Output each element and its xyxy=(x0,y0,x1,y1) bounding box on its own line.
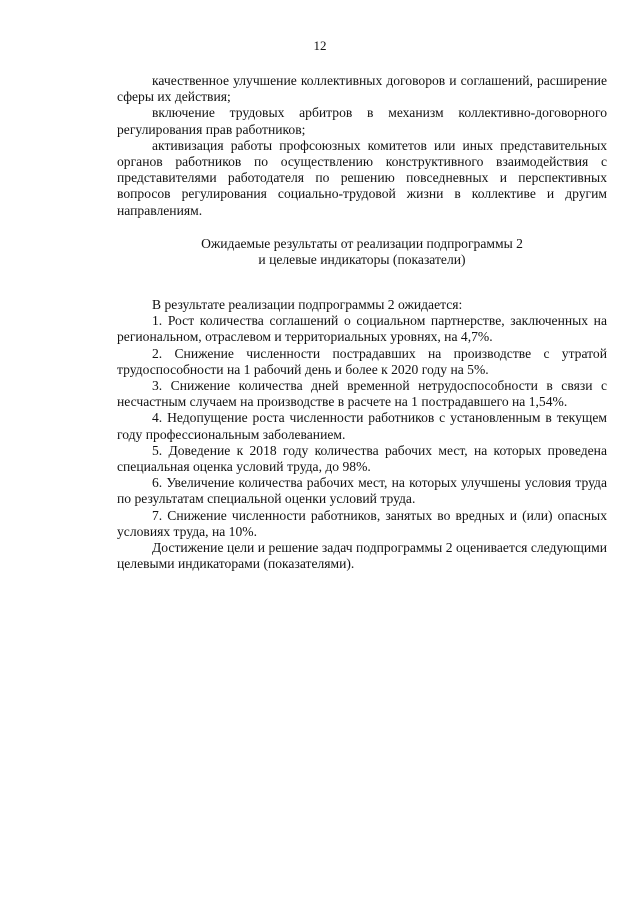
result-item: 6. Увеличение количества рабочих мест, на которых улучшены условия труда по результатам специальной оценки условий труда. xyxy=(117,475,607,507)
result-item: 7. Снижение численности работников, занятых во вредных и (или) опасных условиях труда, на 10%. xyxy=(117,507,607,539)
result-item: 2. Снижение численности пострадавших на производстве с утратой трудоспособности на 1 рабочий день и более к 2020 году на 5%. xyxy=(117,345,607,377)
result-item: 5. Доведение к 2018 году количества рабочих мест, на которых проведена специальная оценка условий труда, до 98%. xyxy=(117,442,607,475)
measures-list xyxy=(117,73,607,219)
paragraph: включение трудовых арбитров в механизм коллективно-договорного регулирования прав работников; xyxy=(117,105,607,137)
expected-results xyxy=(117,297,607,572)
section-heading-line: и целевые индикаторы (показатели) xyxy=(258,252,466,268)
result-item: 3. Снижение количества дней временной нетрудоспособности в связи с несчастным случаем на производстве в расчете на 1 пострадавшего на 1,54%. xyxy=(117,378,607,410)
result-item: 4. Недопущение роста численности работников с установленным в текущем году профессиональным заболеванием. xyxy=(117,410,607,442)
paragraph: качественное улучшение коллективных договоров и соглашений, расширение сферы их действия; xyxy=(117,73,607,105)
section-heading xyxy=(117,236,607,268)
paragraph: активизация работы профсоюзных комитетов или иных представительных органов работников по осуществлению конструктивного взаимодействия с представителями работодателя по решению повседневных и перспективных вопросов регулирования социально-трудовой жизни в коллективе и другим направлениям. xyxy=(117,137,607,218)
result-item: 1. Рост количества соглашений о социальном партнерстве, заключенных на региональном, отраслевом и территориальных уровнях, на 4,7%. xyxy=(117,313,607,345)
page-number: 12 xyxy=(313,38,327,53)
results-conclusion: Достижение цели и решение задач подпрограммы 2 оценивается следующими целевыми индикаторами (показателями). xyxy=(117,540,607,572)
section-heading-line: Ожидаемые результаты от реализации подпрограммы 2 xyxy=(201,236,523,251)
results-intro: В результате реализации подпрограммы 2 ожидается: xyxy=(152,297,463,312)
